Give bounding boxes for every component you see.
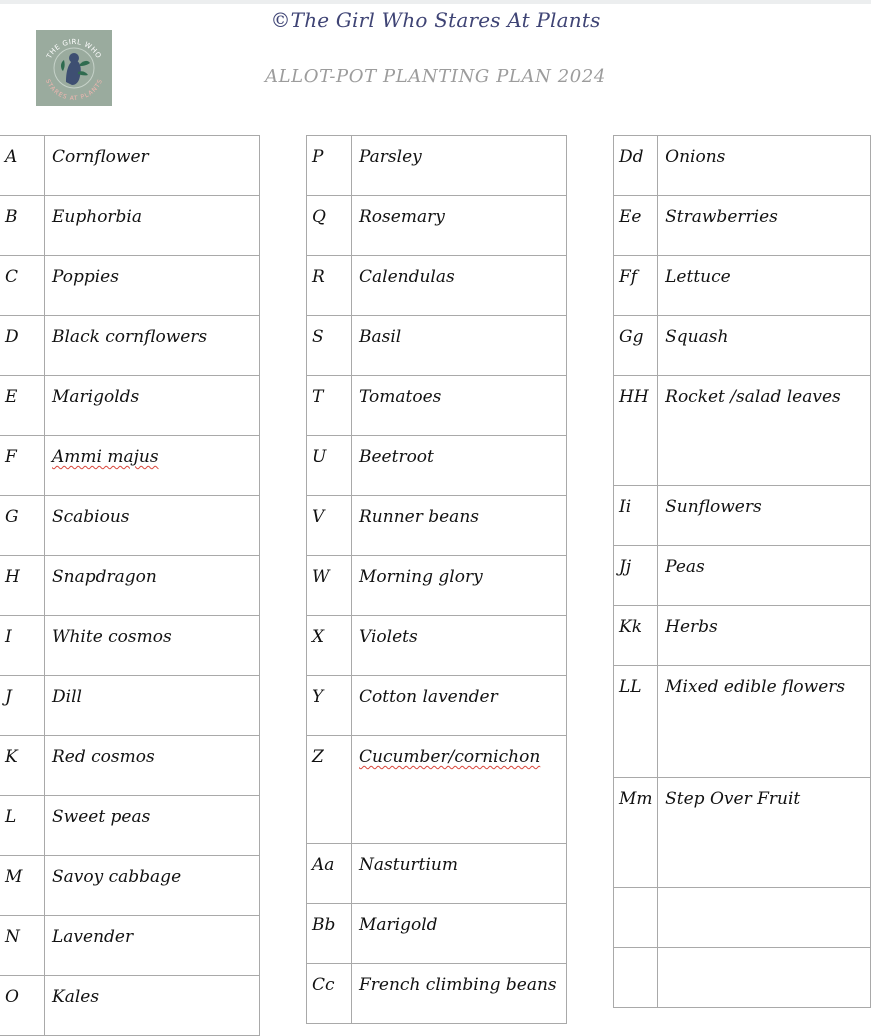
plant-name-cell: Beetroot <box>352 436 567 496</box>
planting-table-column-3 <box>613 135 871 1008</box>
row-code-cell: R <box>307 256 352 316</box>
plant-name-cell: Runner beans <box>352 496 567 556</box>
row-code-cell: F <box>0 436 45 496</box>
table-row <box>614 888 871 948</box>
row-code-cell: E <box>0 376 45 436</box>
table-row <box>614 316 871 376</box>
planting-table-column-2 <box>306 135 567 1024</box>
table-row <box>614 666 871 778</box>
plant-name-cell <box>658 888 871 948</box>
plant-name-cell: Step Over Fruit <box>658 778 871 888</box>
plant-name-cell: Tomatoes <box>352 376 567 436</box>
table-row <box>614 376 871 486</box>
table-row <box>0 376 260 436</box>
table-row <box>0 676 260 736</box>
table-row <box>307 904 567 964</box>
plant-name-text: Cucumber/cornichon <box>359 747 541 767</box>
table-row <box>307 964 567 1024</box>
row-code-cell: Z <box>307 736 352 844</box>
table-row <box>614 606 871 666</box>
row-code-cell: V <box>307 496 352 556</box>
plant-name-cell: Dill <box>45 676 260 736</box>
plant-name-cell: Savoy cabbage <box>45 856 260 916</box>
plant-name-cell <box>658 948 871 1008</box>
table-row <box>307 376 567 436</box>
table-row <box>0 136 260 196</box>
plant-name-cell <box>352 736 567 844</box>
row-code-cell: P <box>307 136 352 196</box>
plant-name-text: Ammi majus <box>52 447 159 467</box>
row-code-cell: Dd <box>614 136 658 196</box>
row-code-cell: A <box>0 136 45 196</box>
row-code-cell <box>614 888 658 948</box>
plant-name-cell: Sweet peas <box>45 796 260 856</box>
row-code-cell: Aa <box>307 844 352 904</box>
table-row <box>307 844 567 904</box>
table-row <box>0 916 260 976</box>
table-row <box>614 196 871 256</box>
plant-name-cell: Peas <box>658 546 871 606</box>
plant-name-cell: Lettuce <box>658 256 871 316</box>
table-row <box>307 136 567 196</box>
table-row <box>307 316 567 376</box>
plant-name-cell: Parsley <box>352 136 567 196</box>
plant-name-cell: Cornflower <box>45 136 260 196</box>
plant-name-cell: Snapdragon <box>45 556 260 616</box>
table-row <box>307 196 567 256</box>
plant-name-cell: Calendulas <box>352 256 567 316</box>
plant-name-cell: Rocket /salad leaves <box>658 376 871 486</box>
row-code-cell: N <box>0 916 45 976</box>
plant-name-cell: White cosmos <box>45 616 260 676</box>
table-row <box>0 556 260 616</box>
table-row <box>0 256 260 316</box>
table-row <box>614 948 871 1008</box>
plant-name-cell: Poppies <box>45 256 260 316</box>
plant-name-cell: Morning glory <box>352 556 567 616</box>
table-row <box>614 778 871 888</box>
table-row <box>614 256 871 316</box>
table-row <box>0 976 260 1036</box>
plant-name-cell: Euphorbia <box>45 196 260 256</box>
row-code-cell: Cc <box>307 964 352 1024</box>
row-code-cell: X <box>307 616 352 676</box>
table-row <box>307 736 567 844</box>
row-code-cell: Ii <box>614 486 658 546</box>
row-code-cell: M <box>0 856 45 916</box>
row-code-cell: Kk <box>614 606 658 666</box>
plant-name-cell: Onions <box>658 136 871 196</box>
row-code-cell: W <box>307 556 352 616</box>
plant-name-cell: Herbs <box>658 606 871 666</box>
plant-name-cell: French climbing beans <box>352 964 567 1024</box>
plant-name-cell: Black cornflowers <box>45 316 260 376</box>
plant-name-cell: Red cosmos <box>45 736 260 796</box>
table-row <box>0 496 260 556</box>
table-row <box>614 486 871 546</box>
row-code-cell: Mm <box>614 778 658 888</box>
table-row <box>614 136 871 196</box>
table-row <box>0 616 260 676</box>
plant-name-cell: Nasturtium <box>352 844 567 904</box>
row-code-cell: O <box>0 976 45 1036</box>
table-row <box>0 796 260 856</box>
row-code-cell: Gg <box>614 316 658 376</box>
row-code-cell: Jj <box>614 546 658 606</box>
row-code-cell: L <box>0 796 45 856</box>
plant-name-cell: Sunflowers <box>658 486 871 546</box>
plant-name-cell: Violets <box>352 616 567 676</box>
row-code-cell: G <box>0 496 45 556</box>
row-code-cell: LL <box>614 666 658 778</box>
table-row <box>0 736 260 796</box>
row-code-cell: J <box>0 676 45 736</box>
row-code-cell: Ee <box>614 196 658 256</box>
row-code-cell: U <box>307 436 352 496</box>
plant-name-cell: Lavender <box>45 916 260 976</box>
row-code-cell: C <box>0 256 45 316</box>
table-row <box>0 436 260 496</box>
plant-name-cell: Scabious <box>45 496 260 556</box>
row-code-cell: Y <box>307 676 352 736</box>
row-code-cell: Q <box>307 196 352 256</box>
row-code-cell: K <box>0 736 45 796</box>
logo-text-bottom: STARES AT PLANTS <box>43 78 105 103</box>
plant-name-cell: Basil <box>352 316 567 376</box>
row-code-cell: B <box>0 196 45 256</box>
table-row <box>307 676 567 736</box>
table-row <box>307 496 567 556</box>
plant-name-cell: Marigold <box>352 904 567 964</box>
row-code-cell: T <box>307 376 352 436</box>
table-row <box>307 556 567 616</box>
planting-plan-title: ALLOT-POT PLANTING PLAN 2024 <box>265 66 606 87</box>
row-code-cell: S <box>307 316 352 376</box>
row-code-cell: D <box>0 316 45 376</box>
plant-name-cell: Rosemary <box>352 196 567 256</box>
table-row <box>0 316 260 376</box>
plant-name-cell: Squash <box>658 316 871 376</box>
plant-name-cell: Cotton lavender <box>352 676 567 736</box>
table-row <box>614 546 871 606</box>
plant-name-cell: Kales <box>45 976 260 1036</box>
row-code-cell: Bb <box>307 904 352 964</box>
row-code-cell: H <box>0 556 45 616</box>
plant-name-cell: Mixed edible flowers <box>658 666 871 778</box>
copyright-heading: ©The Girl Who Stares At Plants <box>270 8 601 32</box>
plant-name-cell: Marigolds <box>45 376 260 436</box>
plant-name-cell: Strawberries <box>658 196 871 256</box>
logo-text-top: THE GIRL WHO <box>45 37 103 60</box>
row-code-cell: Ff <box>614 256 658 316</box>
table-row <box>307 256 567 316</box>
plant-name-cell <box>45 436 260 496</box>
row-code-cell: HH <box>614 376 658 486</box>
top-edge-bar <box>0 0 871 4</box>
table-row <box>307 436 567 496</box>
table-row <box>307 616 567 676</box>
row-code-cell: I <box>0 616 45 676</box>
table-row <box>0 196 260 256</box>
planting-table-column-1 <box>0 135 260 1036</box>
row-code-cell <box>614 948 658 1008</box>
table-row <box>0 856 260 916</box>
